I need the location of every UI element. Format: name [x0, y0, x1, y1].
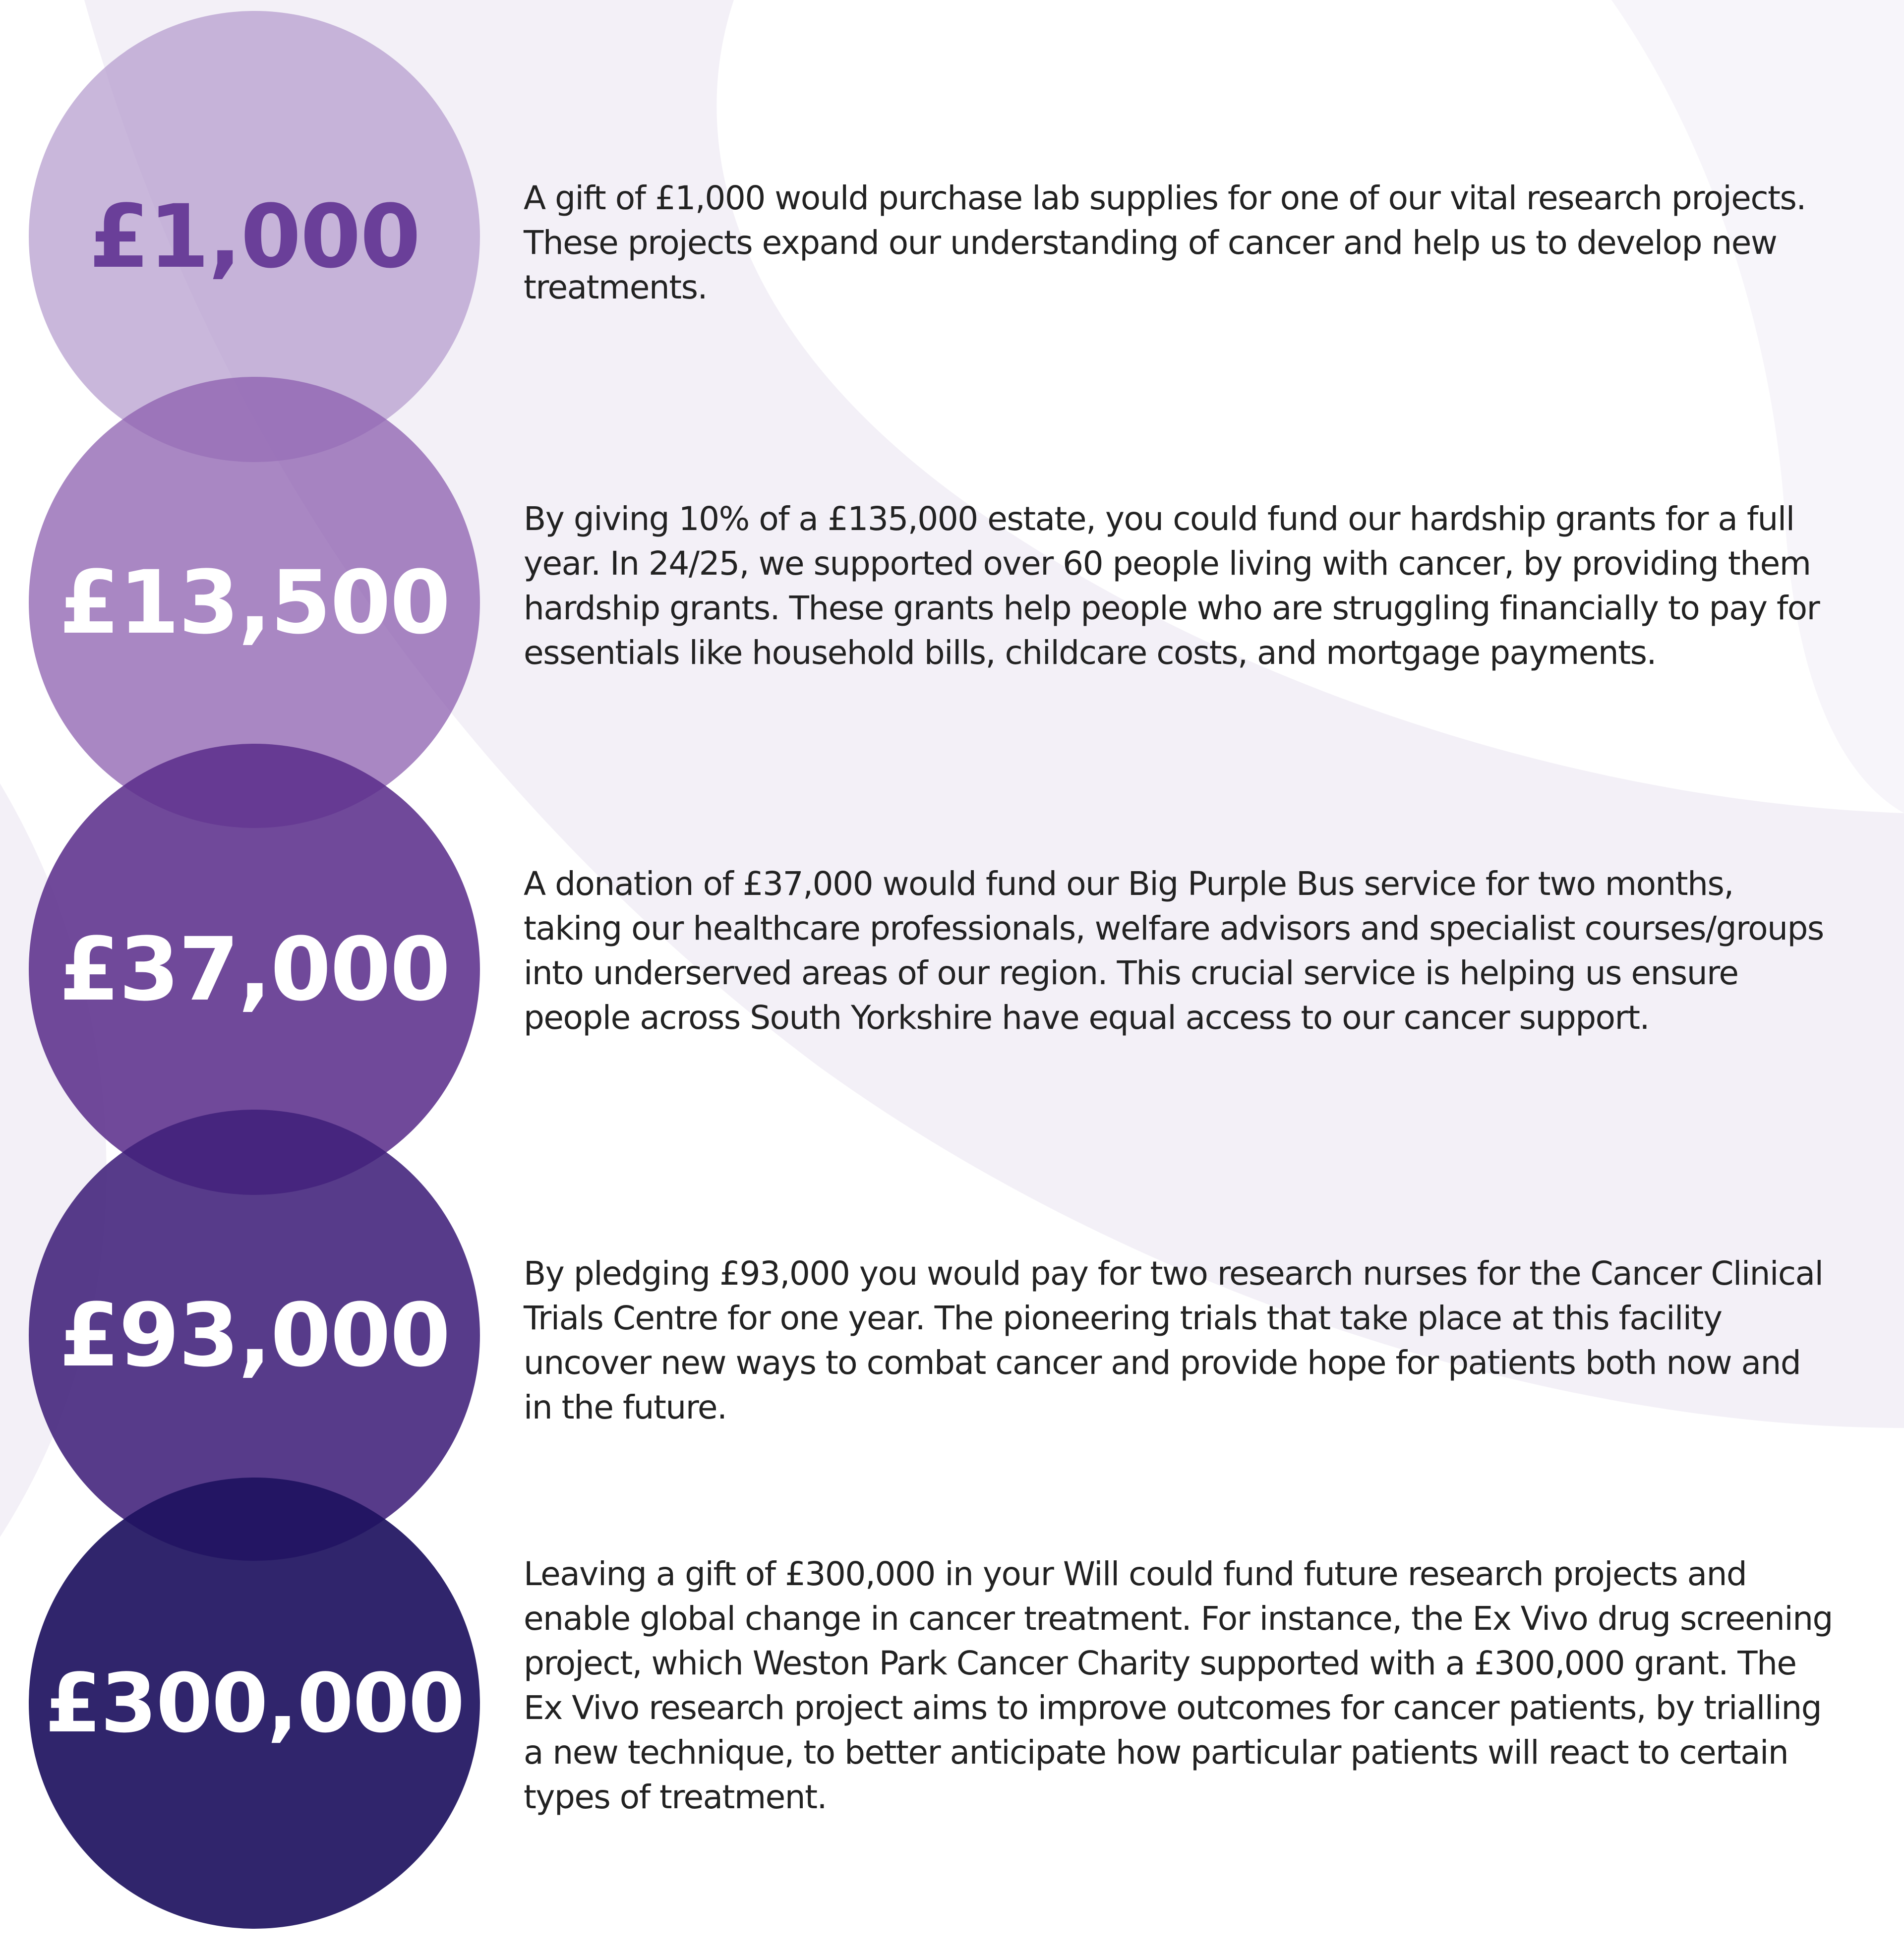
amount-circle-300000 — [29, 1478, 480, 1929]
tier-description-93000: By pledging £93,000 you would pay for two research nurses for the Cancer Clinical Trials Centre for one year. The pioneering trials that take place at this facility uncover new ways to combat cancer and provide hope for patients both now and in the future. — [524, 1254, 1823, 1426]
tier-description-300000: Leaving a gift of £300,000 in your Will could fund future research projects and enable global change in cancer treatment. For instance, the Ex Vivo drug screening project, which Weston Park Cancer Charity supported with a £300,000 grant. The Ex Vivo research project aims to improve outcomes for cancer patients, by trialling a new technique, to better anticipate how particular patients will react to certain types of treatment. — [524, 1555, 1833, 1816]
amount-label: £300,000 — [45, 1656, 464, 1751]
amount-label: £37,000 — [59, 918, 450, 1020]
tier-description-13500: By giving 10% of a £135,000 estate, you could fund our hardship grants for a full year. In 24/25, we supported over 60 people living with cancer, by providing them hardship grants. These grants help people who are struggling financially to pay for essentials like household bills, childcare costs, and mortgage payments. — [524, 500, 1820, 672]
tier-description-37000: A donation of £37,000 would fund our Big Purple Bus service for two months, taking our healthcare professionals, welfare advisors and specialist courses/groups into underserved areas of our region. This crucial service is helping us ensure people across South Yorkshire have equal access to our cancer support. — [524, 865, 1824, 1037]
amount-label: £1,000 — [89, 185, 420, 288]
background-swoosh-right — [1611, 0, 1904, 813]
amount-label: £13,500 — [59, 551, 450, 653]
tier-description-1000: A gift of £1,000 would purchase lab supplies for one of our vital research projects. These projects expand our understanding of cancer and help us to develop new treatments. — [524, 179, 1806, 306]
amount-label: £93,000 — [59, 1284, 450, 1386]
